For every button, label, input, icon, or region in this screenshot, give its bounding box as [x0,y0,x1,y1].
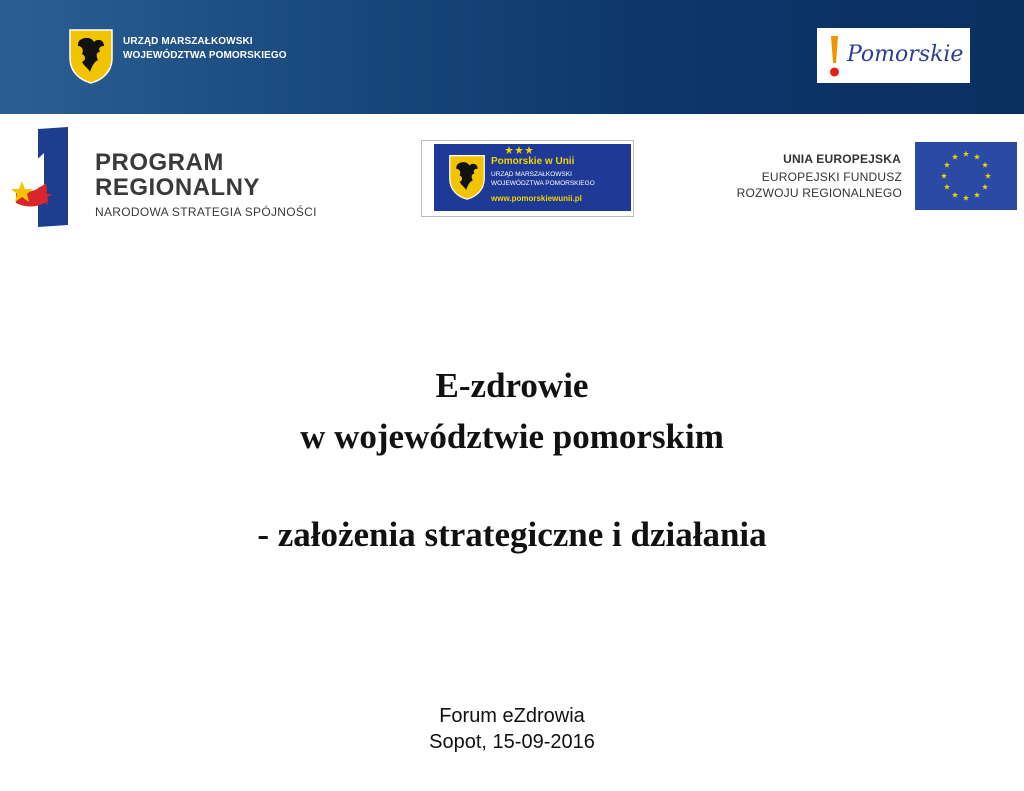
institution-name [123,35,287,63]
griffin-crest-icon [68,28,114,84]
pomorskie-brand-logo [817,28,970,83]
program-regionalny-flag-icon [8,127,70,227]
program-title-line2: REGIONALNY [95,174,261,201]
pwu-line1: URZĄD MARSZAŁKOWSKI [491,171,572,178]
pwu-url: www.pomorskiewunii.pl [491,194,582,203]
institution-line2: WOJEWÓDZTWA POMORSKIEGO [123,50,287,61]
exclamation-icon [825,34,843,78]
event-name: Forum eZdrowia [439,705,585,727]
pwu-title: Pomorskie w Unii [491,156,575,167]
slide-title-line2: w województwie pomorskim [300,417,724,456]
slide-subtitle: - założenia strategiczne i działania [257,515,767,554]
eu-fund-line2: ROZWOJU REGIONALNEGO [736,186,902,200]
eu-flag-icon [915,142,1017,210]
program-title-line1: PROGRAM [95,149,224,176]
program-subtitle: NARODOWA STRATEGIA SPÓJNOŚCI [95,205,317,219]
eu-fund-line1: EUROPEJSKI FUNDUSZ [761,170,902,184]
institution-line1: URZĄD MARSZAŁKOWSKI [123,36,253,47]
pwu-stars-icon [505,146,533,155]
slide-title-line1: E-zdrowie [435,366,589,405]
pwu-line2: WOJEWÓDZTWA POMORSKIEGO [491,180,595,187]
pwu-griffin-crest-icon [448,154,486,200]
brand-logo-text: Pomorskie [847,42,964,67]
place-date: Sopot, 15-09-2016 [429,731,595,753]
program-title [95,150,260,200]
eu-title: UNIA EUROPEJSKA [783,152,901,166]
